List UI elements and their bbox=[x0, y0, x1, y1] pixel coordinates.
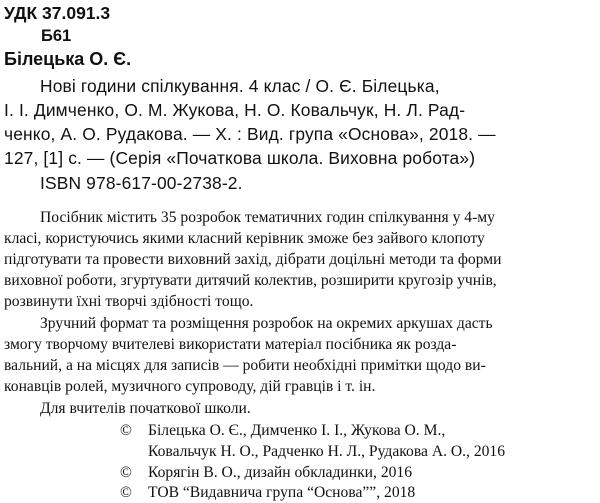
annotation-p1-line-3: підготувати та провести виховний захід, дібрати доцільні методи та форми bbox=[4, 251, 502, 268]
bib-line-4: 127, [1] с. — (Серія «Початкова школа. Виховна робота») bbox=[4, 148, 476, 168]
copyright-1-line-2: Ковальчук Н. О., Радченко Н. Л., Рудакова А. О., 2016 bbox=[148, 443, 506, 460]
bib-line-2: І. І. Димченко, О. М. Жукова, Н. О. Ковальчук, Н. Л. Рад- bbox=[4, 100, 466, 120]
copyright-2-line-1: Корягін В. О., дизайн обкладинки, 2016 bbox=[148, 464, 413, 481]
annotation-p1-line-1: Посібник містить 35 розробок тематичних годин спілкування у 4-му bbox=[40, 209, 495, 226]
bib-line-3: ченко, А. О. Рудакова. — Х. : Вид. група «Основа», 2018. — bbox=[4, 124, 496, 144]
annotation-p1-line-4: виховної роботи, згуртувати дитячий колектив, розширити кругозір учнів, bbox=[4, 272, 497, 289]
udc-code: УДК 37.091.3 bbox=[4, 3, 111, 23]
copyright-3-line-1: ТОВ “Видавнича група “Основа””, 2018 bbox=[148, 484, 416, 501]
author-heading: Білецька О. Є. bbox=[4, 49, 132, 69]
bib-line-1: Нові години спілкування. 4 клас / О. Є. Білецька, bbox=[40, 76, 440, 96]
isbn: ISBN 978-617-00-2738-2. bbox=[40, 173, 243, 193]
annotation-p1-line-2: класі, користуючись якими класний керівник зможе без зайвого клопоту bbox=[4, 230, 485, 247]
copyright-symbol: © bbox=[120, 484, 132, 501]
audience-note: Для вчителів початкової школи. bbox=[40, 400, 251, 417]
annotation-p2-line-4: конавців ролей, музичного супроводу, дій гравців і т. ін. bbox=[4, 378, 376, 395]
bbk-code: Б61 bbox=[41, 27, 72, 45]
annotation-p1-line-5: розвинути їхні творчі здібності тощо. bbox=[4, 293, 254, 310]
copyright-symbol: © bbox=[120, 422, 132, 439]
copyright-symbol: © bbox=[120, 464, 132, 481]
annotation-p2-line-1: Зручний формат та розміщення розробок на окремих аркушах дасть bbox=[40, 315, 493, 332]
copyright-1-line-1: Білецька О. Є., Димченко І. І., Жукова О. М., bbox=[148, 422, 446, 439]
annotation-p2-line-2: змогу творчому вчителеві використати матеріал посібника як розда- bbox=[4, 336, 457, 353]
annotation-p2-line-3: вальний, а на місцях для записів — робити необхідні примітки щодо ви- bbox=[4, 357, 486, 374]
